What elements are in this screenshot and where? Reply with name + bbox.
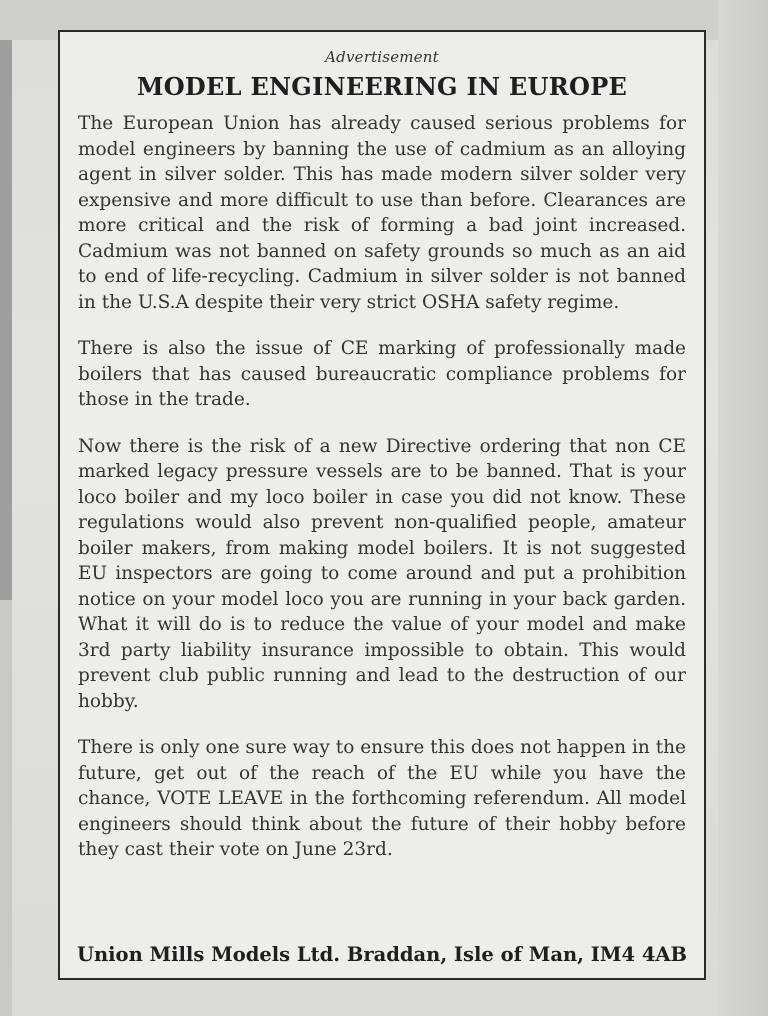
background-left-strip-lower [0, 600, 12, 1016]
advertisement-box [58, 30, 706, 980]
background-right-edge [718, 0, 768, 1016]
paragraph-cadmium: The European Union has already caused serious problems for model engineers by banning the use of cadmium as an alloying agent in silver solder. This has made modern silver solder very expensive and more difficult to use than before. Clearances are more critical and the risk of forming a bad joint increased. Cadmium was not banned on safety grounds so much as an aid to end of life-recycling. Cadmium in silver solder is not banned in the U.S.A despite their very strict OSHA safety regime. [78, 113, 686, 313]
paragraph-directive: Now there is the risk of a new Directive ordering that non CE marked legacy pressure vessels are to be banned. That is your loco boiler and my loco boiler in case you did not know. These regulations would also prevent non-qualified people, amateur boiler makers, from making model boilers. It is not suggested EU inspectors are going to come around and put a prohibition notice on your model loco you are running in your back garden. What it will do is to reduce the value of your model and make 3rd party liability insurance impossible to obtain. This would prevent club public running and lead to the destruction of our hobby. [78, 435, 686, 712]
advertisement-title: MODEL ENGINEERING IN EUROPE [136, 72, 628, 101]
advertisement-body [78, 111, 686, 863]
background-left-strip [0, 40, 12, 600]
paragraph-vote-leave: There is only one sure way to ensure this does not happen in the future, get out of the reach of the EU while you have the chance, VOTE LEAVE in the forthcoming referendum. All model engineers should think about the future of their hobby before they cast their vote on June 23rd. [78, 737, 686, 860]
paragraph-ce-marking: There is also the issue of CE marking of professionally made boilers that has caused bureaucratic compliance problems for those in the trade. [78, 338, 686, 410]
advertisement-label: Advertisement [325, 48, 439, 66]
advertiser-address: Union Mills Models Ltd. Braddan, Isle of Man, IM4 4AB [76, 943, 688, 966]
